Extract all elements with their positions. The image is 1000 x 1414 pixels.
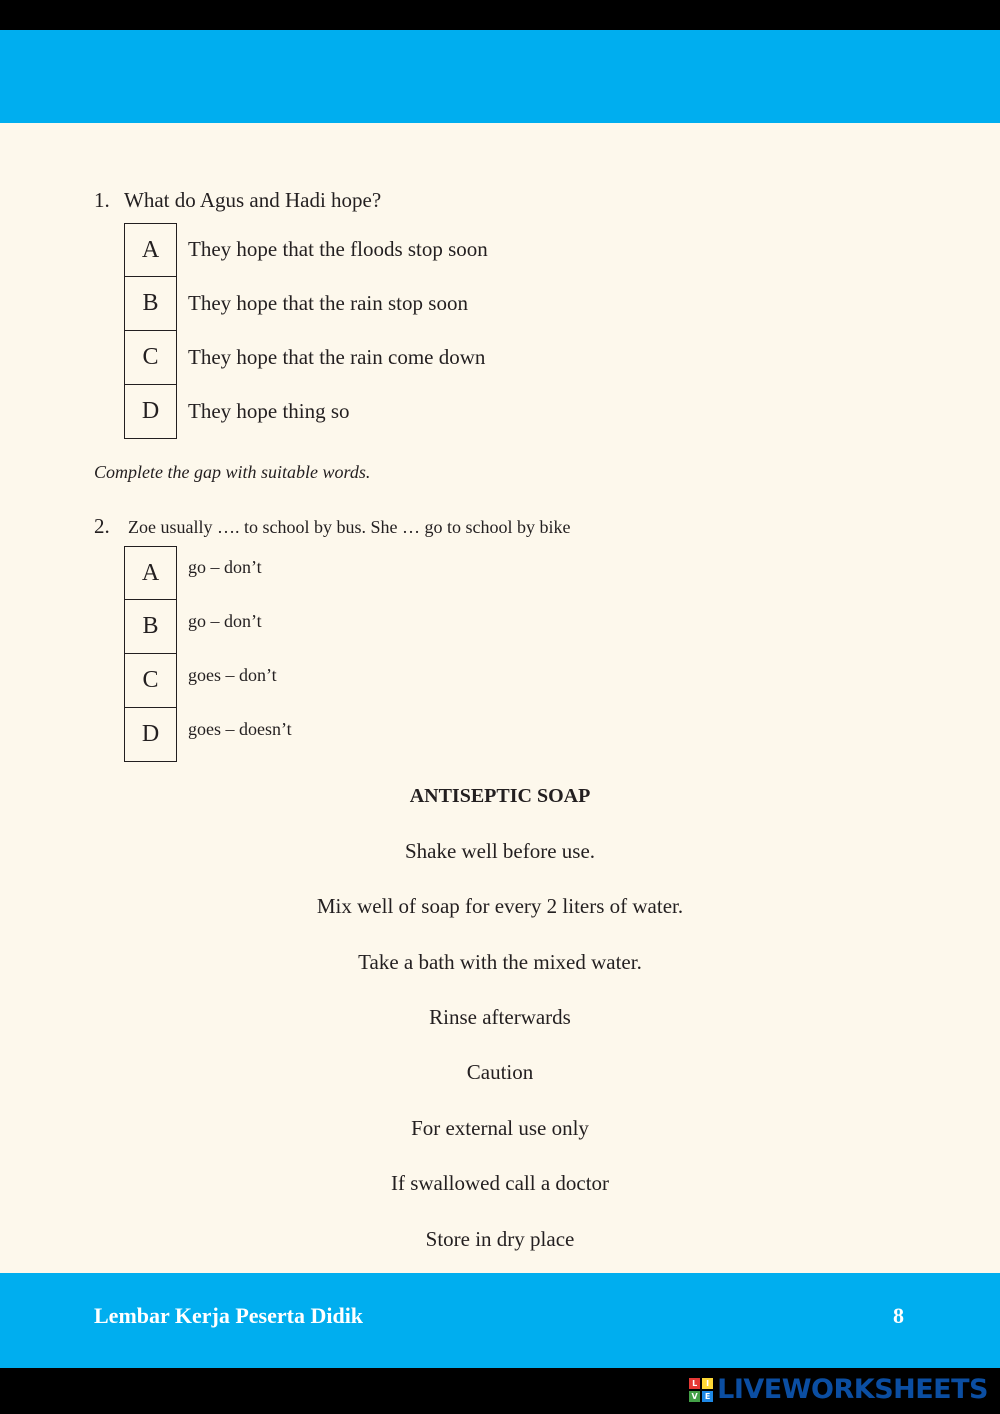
option-text: go – don’t: [188, 557, 262, 577]
soap-line: Rinse afterwards: [429, 1005, 571, 1029]
top-black-bar: [0, 0, 1000, 30]
soap-line: Shake well before use.: [404, 839, 596, 863]
question-1-text: What do Agus and Hadi hope?: [124, 188, 382, 212]
option-letter[interactable]: A: [124, 546, 177, 600]
instruction-text: Complete the gap with suitable words.: [94, 462, 371, 482]
header-band: [0, 30, 1000, 123]
option-text: go – don’t: [188, 611, 262, 631]
liveworksheets-logo[interactable]: [689, 1374, 988, 1405]
option-text: goes – don’t: [188, 665, 277, 685]
option-letter[interactable]: C: [124, 654, 177, 708]
footer-title: Lembar Kerja Peserta Didik: [94, 1303, 364, 1328]
logo-square: L: [689, 1378, 700, 1389]
page-number: 8: [893, 1303, 904, 1328]
soap-line: Mix well of soap for every 2 liters of water.: [316, 894, 684, 918]
question-2: [94, 514, 570, 539]
logo-text: LIVEWORKSHEETS: [717, 1374, 988, 1405]
option-letter[interactable]: D: [124, 708, 177, 762]
option-letter[interactable]: A: [124, 223, 177, 277]
option-letter[interactable]: C: [124, 331, 177, 385]
footer-band: [0, 1273, 1000, 1368]
bottom-black-bar: [0, 1368, 1000, 1414]
soap-title: ANTISEPTIC SOAP: [409, 785, 591, 807]
soap-line: If swallowed call a doctor: [390, 1171, 610, 1195]
question-2-text: Zoe usually …. to school by bus. She … go to school by bike: [128, 517, 571, 537]
logo-square: I: [702, 1378, 713, 1389]
soap-line: Store in dry place: [425, 1227, 575, 1251]
option-letter[interactable]: B: [124, 600, 177, 654]
option-text: goes – doesn’t: [188, 719, 292, 739]
soap-line: Take a bath with the mixed water.: [358, 950, 642, 974]
question-1: [94, 188, 381, 213]
option-text: They hope that the floods stop soon: [188, 237, 488, 261]
logo-square: E: [702, 1391, 713, 1402]
option-letter[interactable]: D: [124, 385, 177, 439]
option-text: They hope thing so: [188, 399, 350, 423]
soap-line: Caution: [466, 1060, 534, 1084]
option-text: They hope that the rain stop soon: [188, 291, 468, 315]
question-2-number: 2.: [94, 514, 110, 538]
logo-square: V: [689, 1391, 700, 1402]
option-letter[interactable]: B: [124, 277, 177, 331]
logo-squares-icon: [689, 1378, 713, 1402]
option-text: They hope that the rain come down: [188, 345, 486, 369]
soap-line: For external use only: [411, 1116, 589, 1140]
question-1-number: 1.: [94, 188, 110, 212]
